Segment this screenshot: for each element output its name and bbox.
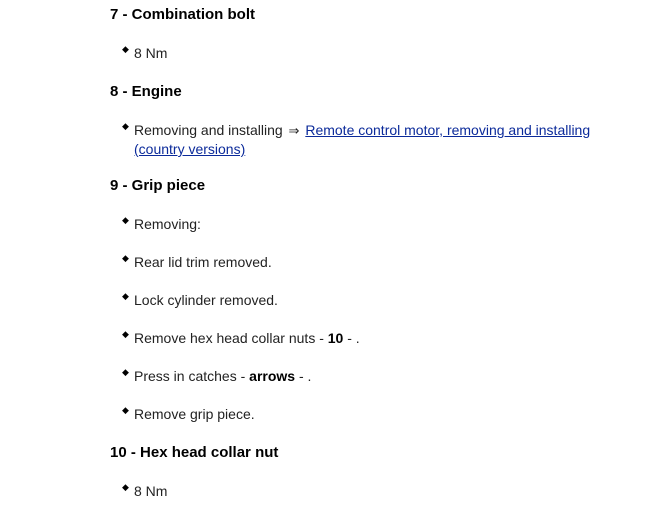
list-item: [122, 329, 638, 347]
item-text: 8 Nm: [134, 483, 168, 499]
diamond-bullet-icon: ◆: [122, 367, 129, 377]
diamond-bullet-icon: ◆: [122, 253, 129, 263]
list-item: [122, 253, 638, 271]
list-item: [122, 215, 638, 233]
item-text: Lock cylinder removed.: [134, 292, 278, 308]
diamond-bullet-icon: ◆: [122, 405, 129, 415]
section-heading-10: 10 - Hex head collar nut: [110, 444, 279, 461]
item-text-before: Remove hex head collar nuts -: [134, 330, 328, 346]
item-text: Removing:: [134, 216, 201, 232]
section-heading-9: 9 - Grip piece: [110, 177, 206, 194]
item-text: Removing and installing: [134, 122, 283, 138]
section-heading-7: 7 - Combination bolt: [110, 6, 255, 23]
item-text: Remove grip piece.: [134, 406, 255, 422]
item-text-before: Press in catches -: [134, 368, 250, 384]
list-item: [122, 121, 638, 158]
diamond-bullet-icon: ◆: [122, 44, 129, 54]
diamond-bullet-icon: ◆: [122, 482, 129, 492]
remote-control-motor-link[interactable]: Remote control motor, removing and installing (country versions): [134, 122, 591, 157]
diamond-bullet-icon: ◆: [122, 291, 129, 301]
diamond-bullet-icon: ◆: [122, 215, 129, 225]
diamond-bullet-icon: ◆: [122, 121, 129, 131]
item-text-after: - .: [343, 330, 360, 346]
item-text-with-link: [134, 121, 638, 158]
item-text: [134, 367, 638, 385]
item-text-after: - .: [295, 368, 312, 384]
diamond-bullet-icon: ◆: [122, 329, 129, 339]
list-item: [122, 291, 638, 309]
item-text: 8 Nm: [134, 45, 168, 61]
item-text-bold: 10: [327, 330, 344, 346]
item-text: [134, 329, 638, 347]
right-arrow-icon: ⇒: [288, 123, 300, 138]
list-item: [122, 44, 638, 62]
list-item: [122, 482, 638, 500]
section-heading-8: 8 - Engine: [110, 83, 182, 100]
item-text-bold: arrows: [249, 368, 296, 384]
list-item: [122, 405, 638, 423]
list-item: [122, 367, 638, 385]
item-text: Rear lid trim removed.: [134, 254, 272, 270]
